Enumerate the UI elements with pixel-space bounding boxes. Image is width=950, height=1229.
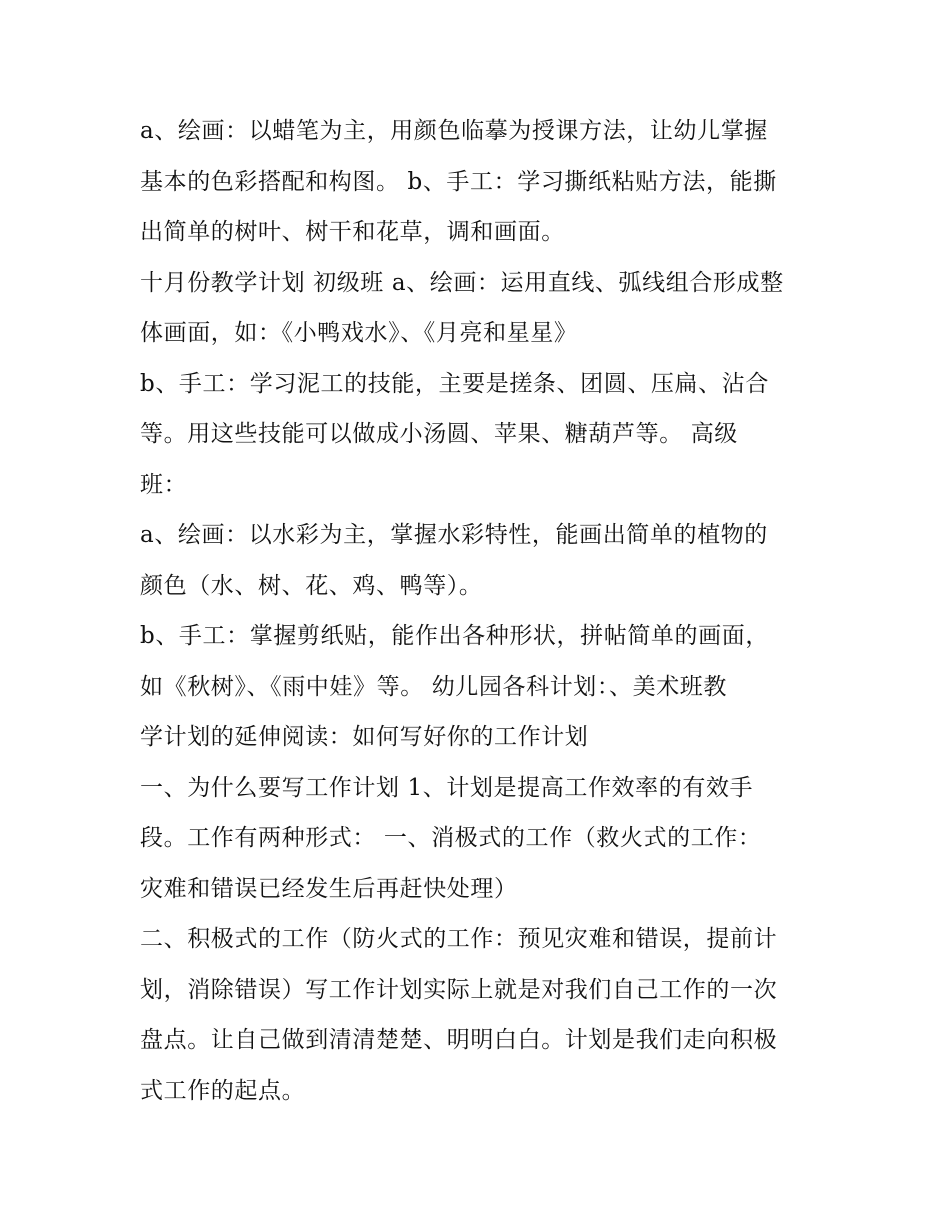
text-line: 划，消除错误）写工作计划实际上就是对我们自己工作的一次	[140, 976, 778, 1003]
text-line: 基本的色彩搭配和构图。 b、手工：学习撕纸粘贴方法，能撕	[140, 168, 777, 195]
text-line: b、手工：学习泥工的技能，主要是搓条、团圆、压扁、沾合	[140, 370, 769, 397]
text-line: 出简单的树叶、树干和花草，调和画面。	[140, 219, 565, 245]
text-line: a、绘画：以蜡笔为主，用颜色临摹为授课方法，让幼儿掌握	[140, 118, 768, 144]
text-line: 体画面，如：《小鸭戏水》、《月亮和星星》	[140, 320, 578, 346]
text-line: 十月份教学计划 初级班 a、绘画：运用直线、弧线组合形成整	[140, 269, 784, 296]
paragraph-proactive-work	[140, 914, 820, 1116]
text-line: 盘点。让自己做到清清楚楚、明明白白。计划是我们走向积极	[140, 1027, 778, 1053]
text-line: 式工作的起点。	[140, 1077, 306, 1104]
text-line: 班：	[140, 471, 188, 498]
text-line: 一、为什么要写工作计划 1、计划是提高工作效率的有效手	[140, 774, 754, 801]
text-line: 灾难和错误已经发生后再赶快处理）	[140, 875, 518, 902]
paragraph-october-plan-beginner	[140, 258, 820, 359]
document-body	[140, 106, 820, 1116]
paragraph-why-write-plan	[140, 763, 820, 915]
paragraph-art-class-drawing-crafts	[140, 106, 820, 258]
paragraph-clay-crafts	[140, 359, 820, 511]
text-line: 等。用这些技能可以做成小汤圆、苹果、糖葫芦等。 高级	[140, 421, 738, 447]
text-line: 如《秋树》、《雨中娃》等。 幼儿园各科计划：、美术班教	[140, 673, 728, 700]
text-line: 学计划的延伸阅读：如何写好你的工作计划	[140, 724, 589, 750]
paragraph-watercolor-drawing	[140, 510, 820, 611]
text-line: 段。工作有两种形式： 一、消极式的工作（救火式的工作：	[140, 825, 762, 851]
text-line: 二、积极式的工作（防火式的工作：预见灾难和错误，提前计	[140, 926, 778, 952]
text-line: b、手工：掌握剪纸贴，能作出各种形状，拼帖简单的画面，	[140, 623, 769, 649]
text-line: a、绘画：以水彩为主，掌握水彩特性，能画出简单的植物的	[140, 522, 768, 548]
text-line: 颜色（水、树、花、鸡、鸭等）。	[140, 572, 483, 599]
paragraph-paper-cutting	[140, 611, 820, 763]
